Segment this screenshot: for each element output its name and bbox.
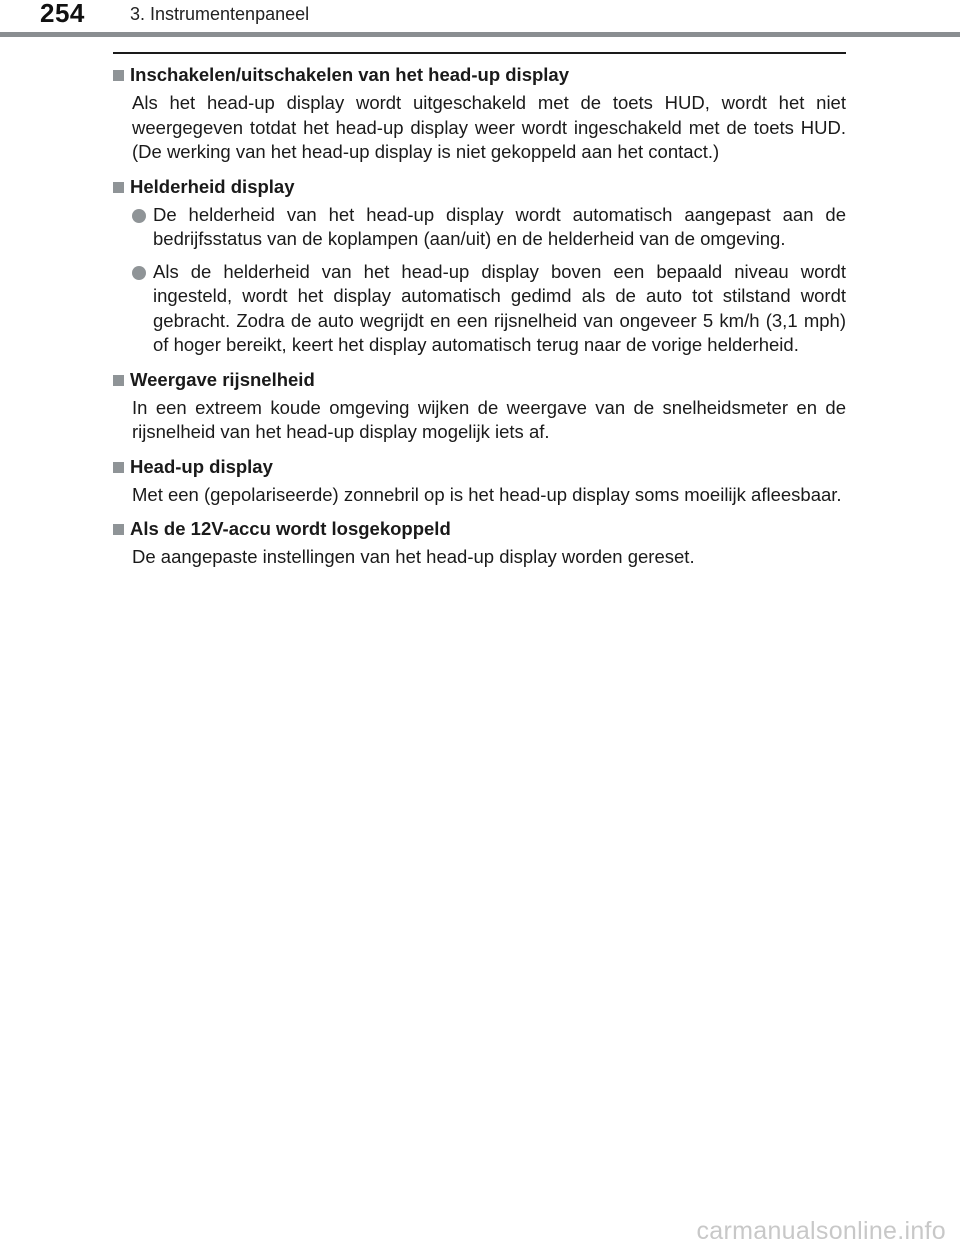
list-item-text: Als de helderheid van het head-up display boven een bepaald niveau wordt ingesteld, wordt het display automatisch gedimd als de auto tot stilstand wordt gebracht. Zodra de auto wegrijdt en een rijsnelheid van ongeveer 5 km/h (3,1 mph) of hoger bereikt, keert het display automatisch terug naar de vorige helderheid.: [153, 260, 846, 355]
section-heading: [113, 63, 846, 88]
section-speed-display: [113, 368, 846, 445]
section-heading-text: Weergave rijsnelheid: [130, 368, 315, 390]
watermark-logo: carmanualsonline.info: [696, 1217, 946, 1245]
square-bullet-icon: [113, 182, 124, 193]
page-number: 254: [40, 0, 85, 28]
list-item-text: De helderheid van het head-up display wordt automatisch aangepast aan de bedrijfsstatus van de koplampen (aan/uit) en de helderheid van de omgeving.: [153, 203, 846, 249]
section-paragraph: Als het head-up display wordt uitgeschakeld met de toets HUD, wordt het niet weergegeven totdat het head-up display weer wordt ingeschakeld met de toets HUD. (De werking van het head-up display is niet gekoppeld aan het contact.): [132, 92, 846, 162]
section-hud-toggle: [113, 63, 846, 165]
section-heading: [113, 517, 846, 542]
square-bullet-icon: [113, 70, 124, 81]
list-item: [132, 260, 846, 358]
section-battery-disconnect: [113, 517, 846, 570]
content-top-rule: [113, 52, 846, 54]
section-paragraph: Met een (gepolariseerde) zonnebril op is het head-up display soms moeilijk afleesbaar.: [132, 483, 842, 505]
section-heading-text: Als de 12V-accu wordt losgekoppeld: [130, 518, 451, 540]
list-item: [132, 203, 846, 252]
section-heading-text: Head-up display: [130, 455, 273, 477]
section-paragraph: De aangepaste instellingen van het head-up display worden gereset.: [132, 546, 695, 567]
section-heading-text: Inschakelen/uitschakelen van het head-up display: [130, 64, 570, 86]
square-bullet-icon: [113, 375, 124, 386]
section-heading: [113, 455, 846, 480]
circle-bullet-icon: [132, 209, 146, 223]
circle-bullet-icon: [132, 266, 146, 280]
section-paragraph: In een extreem koude omgeving wijken de weergave van de snelheidsmeter en de rijsnelheid van het head-up display mogelijk iets af.: [132, 396, 846, 442]
section-head-up-display: [113, 455, 846, 508]
section-heading-text: Helderheid display: [130, 175, 295, 197]
square-bullet-icon: [113, 462, 124, 473]
section-heading: [113, 368, 846, 393]
section-heading: [113, 175, 846, 200]
page-header: [0, 0, 960, 40]
page-content: [113, 63, 846, 580]
square-bullet-icon: [113, 524, 124, 535]
header-divider: [0, 32, 960, 37]
section-display-brightness: [113, 175, 846, 358]
chapter-title: 3. Instrumentenpaneel: [130, 4, 310, 24]
